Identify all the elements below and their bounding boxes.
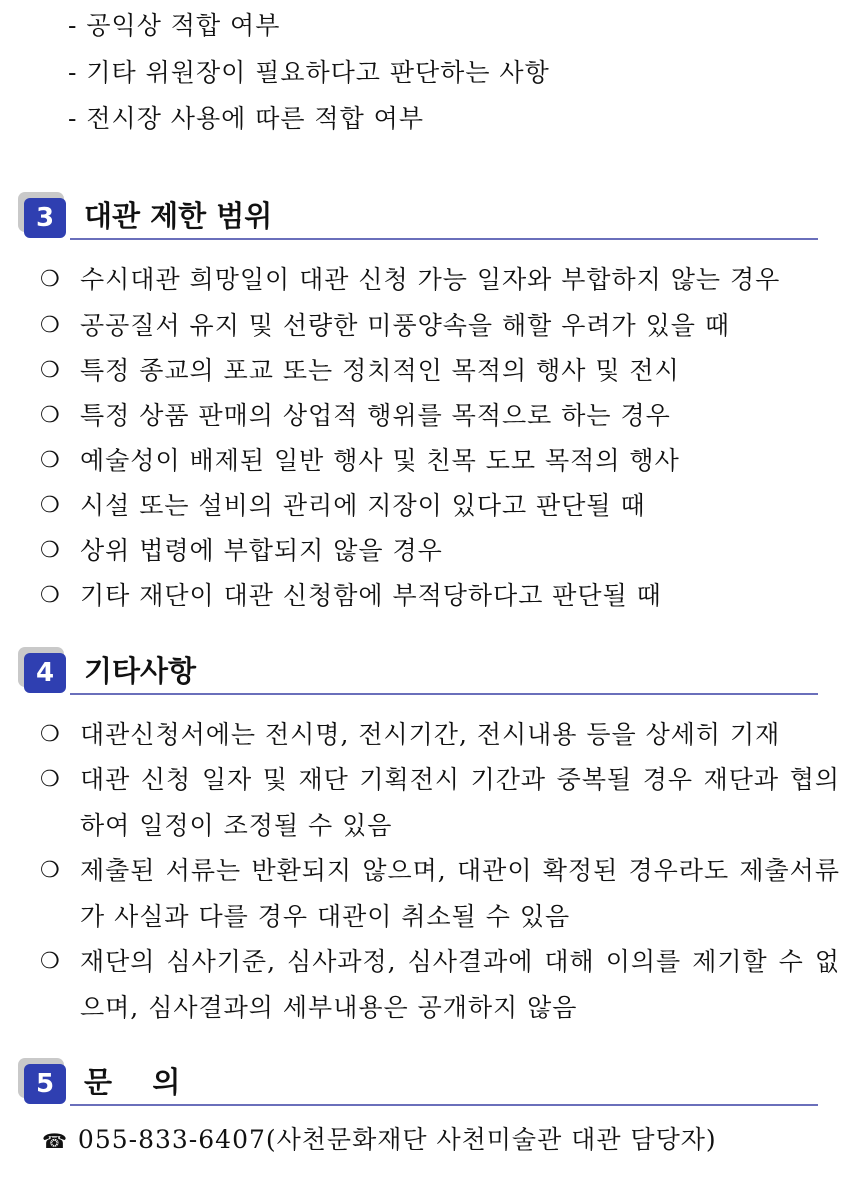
section-4-header	[18, 647, 818, 695]
list-item-text: 수시대관 희망일이 대관 신청 가능 일자와 부합하지 않는 경우	[80, 265, 781, 294]
circle-bullet-icon: ❍	[40, 583, 61, 608]
circle-bullet-icon: ❍	[40, 313, 61, 338]
circle-bullet-icon: ❍	[40, 767, 61, 792]
phone-icon: ☎	[42, 1129, 68, 1153]
section-number-badge: 5	[24, 1064, 66, 1104]
section-divider	[70, 238, 818, 240]
circle-bullet-icon: ❍	[40, 949, 61, 974]
list-item	[40, 712, 840, 758]
list-item-text: 공공질서 유지 및 선량한 미풍양속을 해할 우려가 있을 때	[80, 311, 731, 340]
list-item	[40, 303, 840, 349]
list-item-text: 예술성이 배제된 일반 행사 및 친목 도모 목적의 행사	[80, 446, 680, 475]
list-item-text: 대관신청서에는 전시명, 전시기간, 전시내용 등을 상세히 기재	[80, 720, 781, 749]
intro-item: - 전시장 사용에 따른 적합 여부	[68, 104, 424, 133]
list-item-text: 상위 법령에 부합되지 않을 경우	[80, 536, 443, 565]
section-divider	[70, 1104, 818, 1106]
list-item	[40, 393, 840, 439]
contact-text: 055-833-6407(사천문화재단 사천미술관 대관 담당자)	[77, 1125, 717, 1154]
list-item-text: 대관 신청 일자 및 재단 기획전시 기간과 중복될 경우 재단과 협의하여 일정이 조정될 수 있음	[80, 765, 840, 840]
section-title: 기타사항	[84, 654, 197, 688]
list-item	[40, 757, 840, 849]
list-item-text: 특정 상품 판매의 상업적 행위를 목적으로 하는 경우	[80, 401, 671, 430]
intro-item: - 공익상 적합 여부	[68, 11, 281, 40]
circle-bullet-icon: ❍	[40, 358, 61, 383]
section-3-header	[18, 192, 818, 240]
section-title: 문 의	[84, 1065, 181, 1099]
list-item-text: 기타 재단이 대관 신청함에 부적당하다고 판단될 때	[80, 581, 662, 610]
circle-bullet-icon: ❍	[40, 493, 61, 518]
intro-item: - 기타 위원장이 필요하다고 판단하는 사항	[68, 58, 550, 87]
list-item	[40, 528, 840, 574]
list-item	[40, 483, 840, 529]
list-item	[40, 848, 840, 940]
circle-bullet-icon: ❍	[40, 267, 61, 292]
circle-bullet-icon: ❍	[40, 858, 61, 883]
list-item	[40, 348, 840, 394]
section-divider	[70, 693, 818, 695]
list-item-text: 특정 종교의 포교 또는 정치적인 목적의 행사 및 전시	[80, 356, 680, 385]
section-number-badge: 4	[24, 653, 66, 693]
list-item	[40, 438, 840, 484]
section-5-header	[18, 1058, 818, 1106]
list-item-text: 시설 또는 설비의 관리에 지장이 있다고 판단될 때	[80, 491, 646, 520]
section-number-badge: 3	[24, 198, 66, 238]
list-item-text: 재단의 심사기준, 심사과정, 심사결과에 대해 이의를 제기할 수 없으며, 심사결과의 세부내용은 공개하지 않음	[80, 947, 840, 1022]
circle-bullet-icon: ❍	[40, 722, 61, 747]
contact-line	[42, 1122, 717, 1159]
section-title: 대관 제한 범위	[84, 199, 273, 233]
circle-bullet-icon: ❍	[40, 538, 61, 563]
list-item-text: 제출된 서류는 반환되지 않으며, 대관이 확정된 경우라도 제출서류가 사실과 다를 경우 대관이 취소될 수 있음	[80, 856, 840, 931]
circle-bullet-icon: ❍	[40, 403, 61, 428]
list-item	[40, 939, 840, 1031]
circle-bullet-icon: ❍	[40, 448, 61, 473]
list-item	[40, 257, 840, 303]
list-item	[40, 573, 840, 619]
